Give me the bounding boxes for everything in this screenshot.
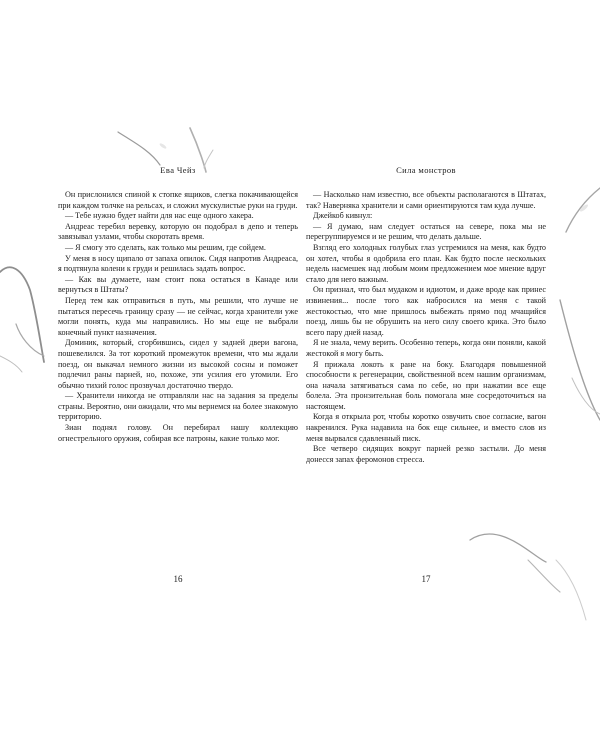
left-paragraph-8: Доминик, который, сгорбившись, сидел у задней двери вагона, пошевелился. За тот короткий промежуток времени, что мы ждали поезд, он выкачал немного жизни из высокой сосны и поможет подлечил раны парней, но, похоже, эти усилия его утомили. Его обычно тихий голос прозвучал достаточно твердо. [58, 338, 298, 390]
right-paragraph-4: Взгляд его холодных голубых глаз устремился на меня, как будто он хотел, чтобы я одобрила его план. Как будто после нескольких недель насмешек над любым моим предложением мое мнение вдруг стало для него важным. [306, 242, 546, 284]
right-page-number: 17 [421, 574, 431, 584]
swirl-left-margin-2 [16, 324, 44, 356]
left-page [58, 165, 298, 444]
right-paragraph-2: Джейкоб кивнул: [313, 211, 373, 221]
right-running-head: Сила монстров [396, 165, 456, 175]
right-paragraph-5: Он признал, что был мудаком и идиотом, и даже вроде как принес извинения... после того как набросился на меня с такой жестокостью, что мне пришлось выбежать прямо под мчащийся поезд, лишь бы не обрушить на него силу своего крика. Это было всего пару дней назад. [306, 285, 546, 337]
swirl-top-left [118, 132, 160, 165]
left-paragraph-5: У меня в носу щипало от запаха опилок. Сидя напротив Андреаса, я подтянула колени к груди и решилась задать вопрос. [58, 253, 298, 274]
swirl-left-margin [0, 267, 44, 362]
left-paragraph-2: — Тебе нужно будет найти для нас еще одного хакера. [65, 211, 254, 221]
left-paragraph-7: Перед тем как отправиться в путь, мы решили, что лучше не пытаться пересечь границу сразу — не сейчас, когда хранители уже могли понять, куда мы направились. Но мы еще не выбрали конечный пункт назначения. [58, 295, 298, 337]
left-paragraph-4: — Я смогу это сделать, как только мы решим, где сойдем. [65, 242, 266, 252]
left-page-text [58, 190, 298, 444]
right-paragraph-9: Все четверо сидящих вокруг парней резко застыли. До меня донесся запах феромонов стресса. [306, 444, 546, 464]
swirl-right-top [566, 188, 600, 232]
left-paragraph-6: — Как вы думаете, нам стоит пока остаться в Канаде или вернуться в Штаты? [58, 274, 298, 295]
left-paragraph-3: Андреас теребил веревку, которую он подобрал в депо и теперь завязывал узлами, чтобы скоротать время. [58, 221, 298, 242]
left-paragraph-9: — Хранители никогда не отправляли нас на задания за пределы страны. Вероятно, они ожидали, что мы вернемся на более знакомую территорию. [58, 391, 298, 422]
right-paragraph-7: Я прижала локоть к ране на боку. Благодаря повышенной способности к регенерации, свойственной всем нашим организмам, она начала затягиваться сама по себе, но при нажатии все еще болела. Эта пронзительная боль помогала мне сосредоточиться на настоящем. [306, 359, 546, 411]
swirl-bottom-right [470, 534, 546, 562]
right-paragraph-3: — Я думаю, нам следует остаться на севере, пока мы не перегруппируемся и не решим, что делать дальше. [306, 221, 546, 242]
right-page-text [306, 190, 546, 465]
swirl-right-middle-2 [572, 378, 600, 414]
left-page-number: 16 [173, 574, 183, 584]
swirl-blot-right [579, 203, 589, 212]
right-paragraph-1: — Насколько нам известно, все объекты располагаются в Штатах, так? Наверняка хранители и сами ориентируются там куда лучше. [306, 190, 546, 210]
swirl-bottom-right-3 [556, 560, 586, 620]
swirl-right-middle [560, 300, 600, 420]
right-page [306, 165, 546, 465]
left-running-head: Ева Чейз [160, 165, 196, 175]
right-paragraph-8: Когда я открыла рот, чтобы коротко озвучить свое согласие, вагон накренился. Рука надавила на бок еще сильнее, и вместо слов из меня вырвался сдавленный писк. [306, 412, 546, 443]
left-paragraph-10: Зиан поднял голову. Он перебирал нашу коллекцию огнестрельного оружия, собирая все патроны, какие только мог. [58, 423, 298, 443]
left-paragraph-1: Он прислонился спиной к стопке ящиков, слегка покачивающейся при каждом толчке на рельсах, и сложил мускулистые руки на груди. [58, 190, 298, 210]
right-paragraph-6: Я не знала, чему верить. Особенно теперь, когда они поняли, какой жестокой я могу быть. [306, 338, 546, 358]
swirl-blot-top [159, 142, 167, 149]
swirl-left-margin-3 [0, 356, 22, 372]
